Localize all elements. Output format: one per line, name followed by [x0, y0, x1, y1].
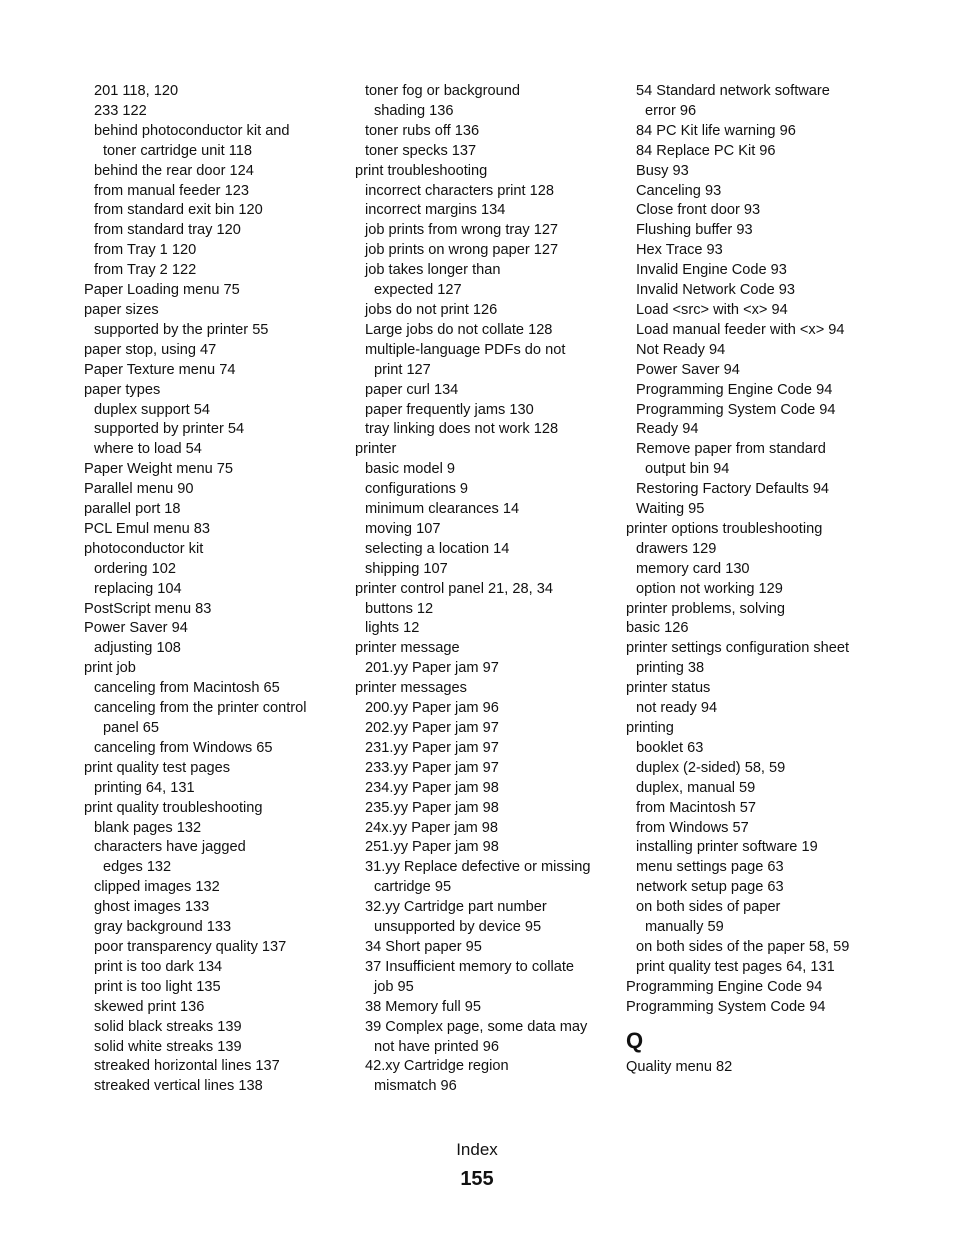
index-subentry: job prints from wrong tray 127 [365, 222, 559, 239]
index-subentry: on both sides of paper [636, 899, 781, 916]
index-subentry: lights 12 [365, 620, 420, 637]
page-number: 155 [460, 1168, 494, 1190]
index-subentry: duplex, manual 59 [636, 779, 756, 796]
index-entry: paper stop, using 47 [84, 341, 217, 358]
index-subentry: printing 38 [636, 660, 705, 677]
index-subentry: skewed print 136 [94, 998, 205, 1015]
index-column-1 [84, 82, 346, 1097]
index-entry: Paper Loading menu 75 [84, 282, 240, 299]
index-subentry: output bin 94 [645, 461, 730, 478]
index-subentry: configurations 9 [365, 481, 469, 498]
index-subentry: print quality test pages 64, 131 [636, 958, 835, 975]
index-subentry: poor transparency quality 137 [94, 938, 287, 955]
index-subentry: toner specks 137 [365, 142, 477, 159]
index-subentry: duplex support 54 [94, 401, 211, 418]
index-subentry: behind photoconductor kit and [94, 122, 290, 139]
index-subentry: canceling from the printer control [94, 700, 307, 717]
index-subentry: from Tray 1 120 [94, 242, 197, 259]
index-subentry: Not Ready 94 [636, 341, 726, 358]
index-subentry: print 127 [374, 361, 431, 378]
index-subentry: solid black streaks 139 [94, 1018, 242, 1035]
index-subentry: from standard tray 120 [94, 222, 241, 239]
index-subentry: 42.xy Cartridge region [365, 1058, 509, 1075]
index-subentry: basic model 9 [365, 461, 456, 478]
index-subentry: shipping 107 [365, 560, 448, 577]
index-subentry: 32.yy Cartridge part number [365, 899, 547, 916]
index-subentry: adjusting 108 [94, 640, 181, 657]
index-subentry: streaked horizontal lines 137 [94, 1058, 280, 1075]
index-entry: Programming System Code 94 [626, 998, 826, 1015]
index-subentry: 251.yy Paper jam 98 [365, 839, 499, 856]
index-subentry: multiple-language PDFs do not [365, 341, 566, 358]
index-subentry: Flushing buffer 93 [636, 222, 753, 239]
index-subentry: incorrect margins 134 [365, 202, 506, 219]
index-subentry: Canceling 93 [636, 182, 722, 199]
index-subentry: 201.yy Paper jam 97 [365, 660, 499, 677]
index-entry: Paper Weight menu 75 [84, 461, 234, 478]
index-subentry: Restoring Factory Defaults 94 [636, 481, 830, 498]
index-subentry: solid white streaks 139 [94, 1038, 242, 1055]
index-subentry: mismatch 96 [374, 1078, 457, 1095]
index-subentry: toner cartridge unit 118 [103, 142, 253, 159]
index-subentry: print is too light 135 [94, 978, 221, 995]
index-entry: Paper Texture menu 74 [84, 361, 236, 378]
index-subentry: 39 Complex page, some data may [365, 1018, 588, 1035]
index-subentry: 202.yy Paper jam 97 [365, 720, 499, 736]
index-subentry: 233.yy Paper jam 97 [365, 759, 499, 776]
index-subentry: from manual feeder 123 [94, 182, 249, 199]
index-subentry: drawers 129 [636, 540, 717, 557]
index-entry: print troubleshooting [355, 162, 488, 179]
index-subentry: supported by printer 54 [94, 421, 245, 438]
index-subentry: clipped images 132 [94, 879, 220, 896]
index-subentry: blank pages 132 [94, 819, 202, 836]
index-subentry: booklet 63 [636, 739, 704, 756]
index-subentry: 84 PC Kit life warning 96 [636, 122, 796, 139]
index-entry: printer options troubleshooting [626, 520, 823, 537]
index-subentry: from Windows 57 [636, 819, 749, 836]
index-subentry: job 95 [374, 978, 414, 995]
index-subentry: toner rubs off 136 [365, 122, 480, 139]
index-subentry: ghost images 133 [94, 899, 210, 916]
index-subentry: from standard exit bin 120 [94, 202, 263, 219]
index-subentry: paper frequently jams 130 [365, 401, 534, 418]
index-subentry: printing 64, 131 [94, 779, 195, 796]
index-subentry: not have printed 96 [374, 1038, 499, 1055]
index-subentry: jobs do not print 126 [365, 301, 498, 318]
index-entry: print quality troubleshooting [84, 799, 263, 816]
index-subentry: moving 107 [365, 520, 441, 537]
index-entry: print quality test pages [84, 759, 231, 776]
index-entry: printing [626, 720, 674, 736]
index-entry: photoconductor kit [84, 540, 204, 557]
index-subentry: characters have jagged [94, 839, 246, 856]
index-subentry: option not working 129 [636, 580, 783, 597]
index-subentry: gray background 133 [94, 919, 232, 936]
index-subentry: 31.yy Replace defective or missing [365, 859, 591, 876]
index-entry: printer status [626, 680, 711, 697]
index-subentry: panel 65 [103, 720, 159, 736]
index-entry: basic 126 [626, 620, 689, 637]
index-subentry: canceling from Macintosh 65 [94, 680, 280, 697]
index-subentry: 233 122 [94, 102, 147, 119]
index-subentry: Load <src> with <x> 94 [636, 301, 788, 318]
index-subentry: not ready 94 [636, 700, 718, 717]
index-subentry: Programming Engine Code 94 [636, 381, 833, 398]
index-subentry: ordering 102 [94, 560, 176, 577]
index-subentry: manually 59 [645, 919, 724, 936]
index-subentry: expected 127 [374, 282, 462, 299]
index-subentry: on both sides of the paper 58, 59 [636, 938, 850, 955]
index-column-2 [355, 82, 617, 1097]
index-subentry: Load manual feeder with <x> 94 [636, 321, 845, 338]
index-subentry: Ready 94 [636, 421, 699, 438]
index-entry: paper types [84, 381, 161, 398]
index-entry: printer problems, solving [626, 600, 785, 617]
index-subentry: replacing 104 [94, 580, 182, 597]
index-subentry: network setup page 63 [636, 879, 784, 896]
index-column-3 [626, 82, 886, 1078]
index-subentry: Large jobs do not collate 128 [365, 321, 553, 338]
index-entry: printer messages [355, 680, 467, 697]
index-subentry: streaked vertical lines 138 [94, 1078, 263, 1095]
index-subentry: from Macintosh 57 [636, 799, 757, 816]
index-subentry: canceling from Windows 65 [94, 739, 273, 756]
index-subentry: shading 136 [374, 102, 454, 119]
index-entry: PostScript menu 83 [84, 600, 212, 617]
index-subentry: 235.yy Paper jam 98 [365, 799, 499, 816]
index-subentry: 84 Replace PC Kit 96 [636, 142, 776, 159]
index-subentry: Power Saver 94 [636, 361, 740, 378]
index-subentry: Invalid Network Code 93 [636, 282, 795, 299]
index-entry: printer [355, 441, 397, 458]
index-subentry: toner fog or background [365, 83, 520, 99]
index-subentry: minimum clearances 14 [365, 501, 520, 518]
index-subentry: from Tray 2 122 [94, 262, 197, 279]
index-subentry: 38 Memory full 95 [365, 998, 481, 1015]
index-subentry: supported by the printer 55 [94, 321, 269, 338]
index-entry: Parallel menu 90 [84, 481, 194, 498]
index-subentry: error 96 [645, 102, 697, 119]
index-subentry: 200.yy Paper jam 96 [365, 700, 499, 717]
index-subentry: Remove paper from standard [636, 441, 826, 458]
index-subentry: memory card 130 [636, 560, 750, 577]
index-entry: printer message [355, 640, 460, 657]
index-subentry: 24x.yy Paper jam 98 [365, 819, 499, 836]
index-subentry: duplex (2-sided) 58, 59 [636, 759, 786, 776]
index-subentry: menu settings page 63 [636, 859, 784, 876]
index-entry: parallel port 18 [84, 501, 181, 518]
index-entry: Programming Engine Code 94 [626, 978, 823, 995]
index-subentry: cartridge 95 [374, 879, 452, 896]
index-entry: Power Saver 94 [84, 620, 188, 637]
index-subentry: Programming System Code 94 [636, 401, 836, 418]
index-subentry: Hex Trace 93 [636, 242, 723, 259]
index-subentry: job prints on wrong paper 127 [365, 242, 559, 259]
index-subentry: 234.yy Paper jam 98 [365, 779, 499, 796]
index-subentry: Close front door 93 [636, 202, 761, 219]
footer-section-label: Index [456, 1140, 498, 1159]
index-subentry: selecting a location 14 [365, 540, 510, 557]
index-subentry: 34 Short paper 95 [365, 938, 482, 955]
index-entry: print job [84, 660, 136, 677]
index-subentry: buttons 12 [365, 600, 434, 617]
index-subentry: incorrect characters print 128 [365, 182, 554, 199]
index-subentry: 201 118, 120 [94, 83, 179, 99]
index-subentry: Waiting 95 [636, 501, 705, 518]
index-subentry: paper curl 134 [365, 381, 459, 398]
index-subentry: 54 Standard network software [636, 83, 830, 99]
index-entry: Quality menu 82 [626, 1058, 733, 1075]
index-subentry: tray linking does not work 128 [365, 421, 559, 438]
index-subentry: Busy 93 [636, 162, 689, 179]
index-subentry: 231.yy Paper jam 97 [365, 739, 499, 756]
index-entry: printer control panel 21, 28, 34 [355, 580, 553, 597]
index-subentry: Invalid Engine Code 93 [636, 262, 787, 279]
index-entry: printer settings configuration sheet [626, 640, 850, 657]
index-subentry: job takes longer than [365, 262, 501, 279]
index-entry: PCL Emul menu 83 [84, 520, 210, 537]
index-subentry: where to load 54 [94, 441, 202, 458]
index-subentry: 37 Insufficient memory to collate [365, 958, 575, 975]
index-subentry: edges 132 [103, 859, 172, 876]
index-entry: paper sizes [84, 301, 159, 318]
index-subentry: behind the rear door 124 [94, 162, 254, 179]
index-subentry: unsupported by device 95 [374, 919, 542, 936]
index-subentry: print is too dark 134 [94, 958, 223, 975]
section-heading-letter: Q [626, 1027, 644, 1053]
index-subentry: installing printer software 19 [636, 839, 818, 856]
